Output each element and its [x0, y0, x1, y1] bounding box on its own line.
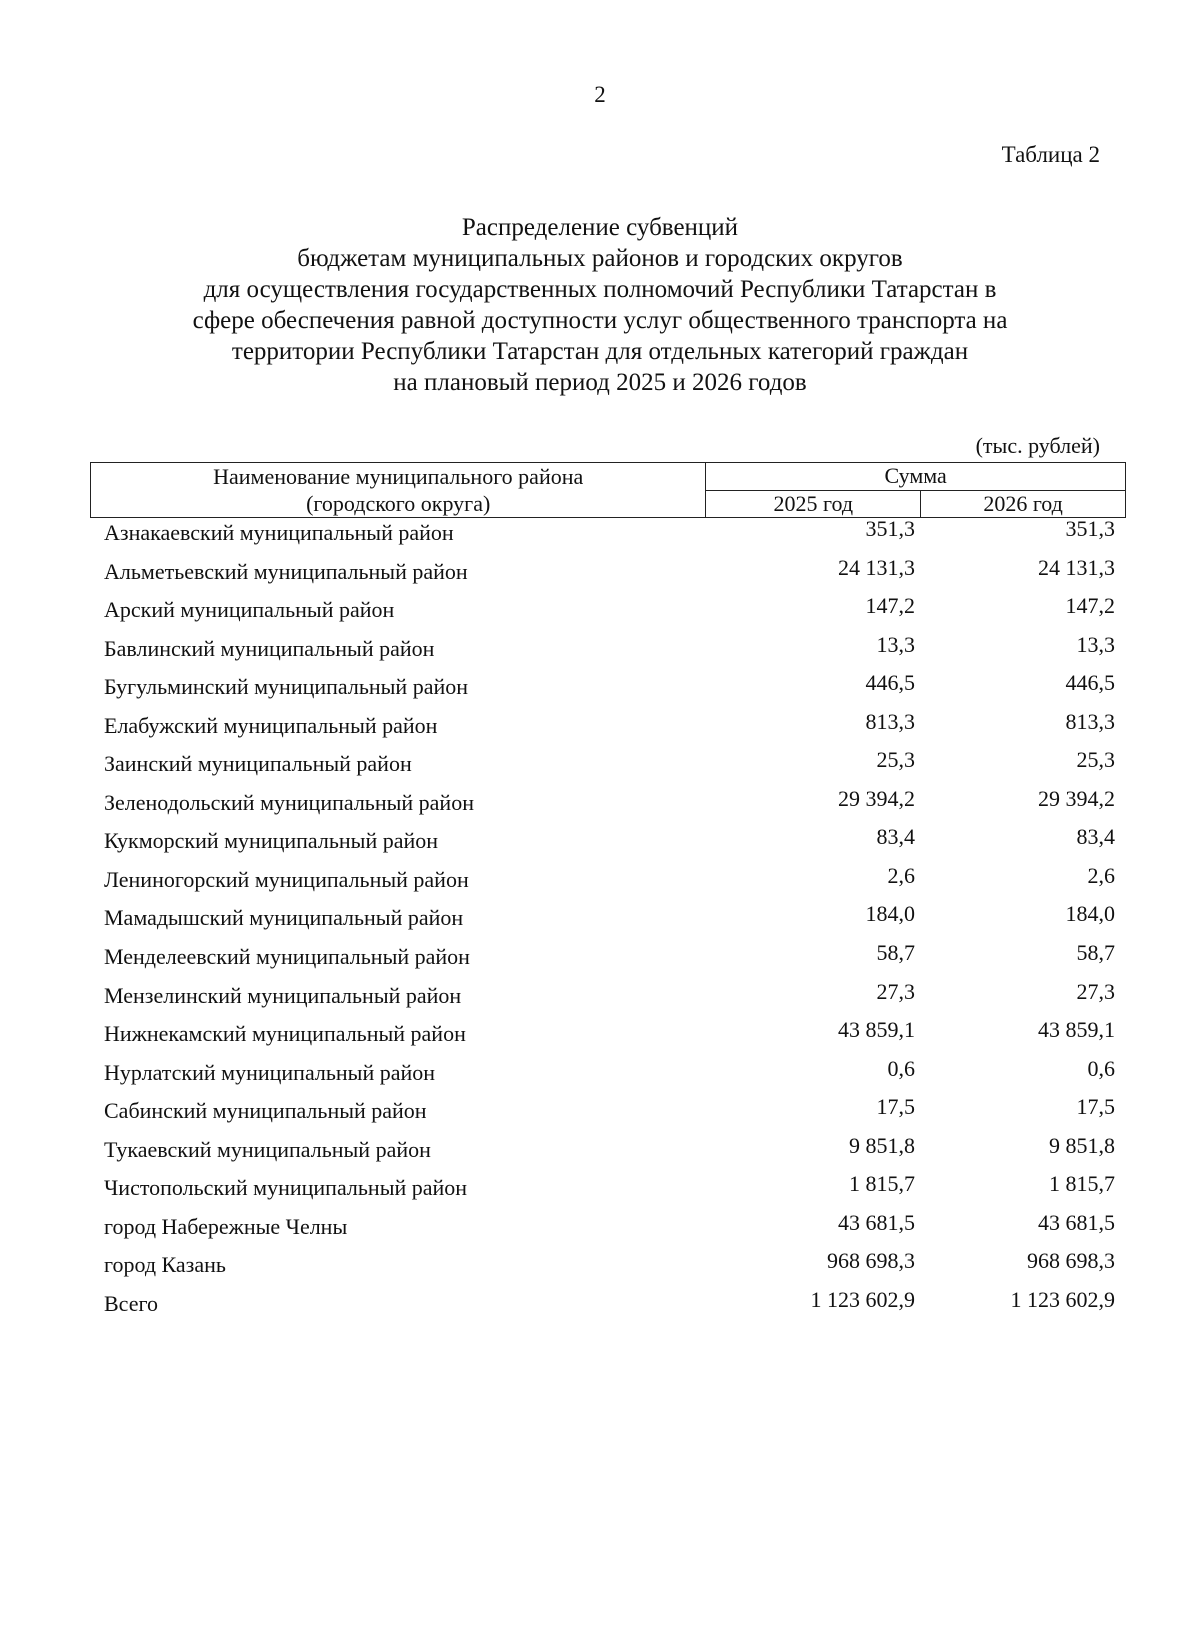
- document-title: [100, 212, 1100, 398]
- table-row: [0, 554, 1200, 596]
- table-row: [0, 708, 1200, 750]
- table-row: [0, 1286, 1200, 1328]
- row-name: Заинский муниципальный район: [104, 751, 412, 777]
- row-name: Елабужский муниципальный район: [104, 712, 438, 738]
- table-row: [0, 1209, 1200, 1251]
- table-label: Таблица 2: [1001, 142, 1100, 167]
- row-value-2025: 1 123 602,9: [810, 1286, 915, 1312]
- row-value-2025: 2,6: [887, 862, 915, 888]
- row-value-2026: 351,3: [1065, 516, 1115, 541]
- row-name: Нижнекамский муниципальный район: [104, 1021, 466, 1047]
- title-line: территории Республики Татарстан для отдельных категорий граждан: [231, 338, 969, 365]
- row-name: Нурлатский муниципальный район: [104, 1059, 436, 1085]
- table-row: [0, 1096, 1200, 1135]
- row-value-2026: 27,3: [1076, 978, 1115, 1004]
- row-value-2025: 0,6: [887, 1055, 915, 1081]
- row-value-2026: 2,6: [1087, 862, 1115, 888]
- table-row: [0, 785, 1200, 827]
- page-number: 2: [594, 82, 606, 107]
- table-row: [0, 1250, 1200, 1289]
- row-name: Менделеевский муниципальный район: [104, 944, 470, 970]
- row-value-2026: 184,0: [1065, 901, 1115, 927]
- row-name: Азнакаевский муниципальный район: [104, 520, 454, 545]
- row-value-2025: 351,3: [865, 516, 915, 541]
- row-name: город Набережные Челны: [104, 1213, 348, 1239]
- row-value-2025: 29 394,2: [838, 785, 915, 811]
- table-row: [0, 749, 1200, 788]
- row-name: Бавлинский муниципальный район: [104, 635, 435, 661]
- row-value-2026: 13,3: [1076, 631, 1115, 657]
- title-line: сфере обеспечения равной доступности услуг общественного транспорта на: [192, 307, 1008, 334]
- row-value-2026: 1 815,7: [1049, 1171, 1115, 1197]
- row-name: Всего: [104, 1290, 158, 1316]
- row-value-2025: 968 698,3: [827, 1248, 915, 1274]
- row-value-2026: 58,7: [1076, 940, 1115, 966]
- row-value-2026: 17,5: [1076, 1094, 1115, 1120]
- row-name: Тукаевский муниципальный район: [104, 1136, 431, 1162]
- row-value-2026: 25,3: [1076, 747, 1115, 773]
- row-value-2025: 147,2: [865, 593, 915, 619]
- row-name: Зеленодольский муниципальный район: [104, 789, 474, 815]
- table-header: [90, 462, 1126, 518]
- table-row: [0, 942, 1200, 981]
- row-value-2025: 13,3: [876, 631, 915, 657]
- row-value-2026: 83,4: [1076, 824, 1115, 850]
- row-name: Сабинский муниципальный район: [104, 1098, 427, 1124]
- table-row: [0, 518, 1200, 557]
- row-value-2025: 446,5: [865, 670, 915, 696]
- row-name: город Казань: [104, 1252, 226, 1278]
- row-value-2025: 17,5: [876, 1094, 915, 1120]
- column-header-name-line2: (городского округа): [306, 491, 491, 516]
- table-row: [0, 672, 1200, 711]
- row-value-2026: 43 859,1: [1038, 1017, 1115, 1043]
- row-name: Альметьевский муниципальный район: [104, 558, 468, 584]
- row-name: Арский муниципальный район: [104, 597, 395, 623]
- row-value-2026: 9 851,8: [1049, 1132, 1115, 1158]
- row-value-2025: 184,0: [865, 901, 915, 927]
- table-row: [0, 1055, 1200, 1097]
- table-row: [0, 631, 1200, 673]
- column-header-name-line1: Наименование муниципального района: [213, 464, 584, 489]
- row-value-2026: 0,6: [1087, 1055, 1115, 1081]
- table-row: [0, 826, 1200, 865]
- row-value-2025: 9 851,8: [849, 1132, 915, 1158]
- row-value-2026: 29 394,2: [1038, 785, 1115, 811]
- column-header-2025: 2025 год: [706, 490, 921, 518]
- table-row: [0, 1132, 1200, 1174]
- row-value-2026: 24 131,3: [1038, 554, 1115, 580]
- table-row: [0, 595, 1200, 634]
- row-value-2025: 83,4: [876, 824, 915, 850]
- row-value-2026: 43 681,5: [1038, 1209, 1115, 1235]
- row-value-2025: 43 859,1: [838, 1017, 915, 1043]
- table-row: [0, 1173, 1200, 1212]
- table-row: [0, 862, 1200, 904]
- title-line: Распределение субвенций: [461, 214, 739, 241]
- row-value-2025: 24 131,3: [838, 554, 915, 580]
- column-header-sum: Сумма: [706, 463, 1126, 491]
- row-name: Чистопольский муниципальный район: [104, 1175, 468, 1201]
- title-line: для осуществления государственных полномочий Республики Татарстан в: [203, 276, 997, 303]
- title-line: бюджетам муниципальных районов и городских округов: [297, 245, 903, 272]
- row-value-2025: 58,7: [876, 940, 915, 966]
- column-header-name: [91, 463, 706, 518]
- column-header-2026: 2026 год: [921, 490, 1126, 518]
- table-row: [0, 978, 1200, 1020]
- row-value-2025: 1 815,7: [849, 1171, 915, 1197]
- row-value-2025: 27,3: [876, 978, 915, 1004]
- row-value-2026: 1 123 602,9: [1010, 1286, 1115, 1312]
- row-value-2026: 813,3: [1065, 708, 1115, 734]
- table-row: [0, 903, 1200, 942]
- row-name: Мензелинский муниципальный район: [104, 982, 462, 1008]
- row-name: Кукморский муниципальный район: [104, 828, 439, 854]
- title-line: на плановый период 2025 и 2026 годов: [393, 369, 807, 396]
- row-name: Мамадышский муниципальный район: [104, 905, 464, 931]
- table-body: [0, 518, 1200, 1327]
- row-value-2026: 446,5: [1065, 670, 1115, 696]
- units-label: (тыс. рублей): [975, 433, 1100, 458]
- row-name: Бугульминский муниципальный район: [104, 674, 469, 700]
- row-value-2025: 25,3: [876, 747, 915, 773]
- row-value-2025: 43 681,5: [838, 1209, 915, 1235]
- row-name: Лениногорский муниципальный район: [104, 866, 469, 892]
- row-value-2026: 147,2: [1065, 593, 1115, 619]
- table-row: [0, 1019, 1200, 1058]
- row-value-2026: 968 698,3: [1027, 1248, 1115, 1274]
- row-value-2025: 813,3: [865, 708, 915, 734]
